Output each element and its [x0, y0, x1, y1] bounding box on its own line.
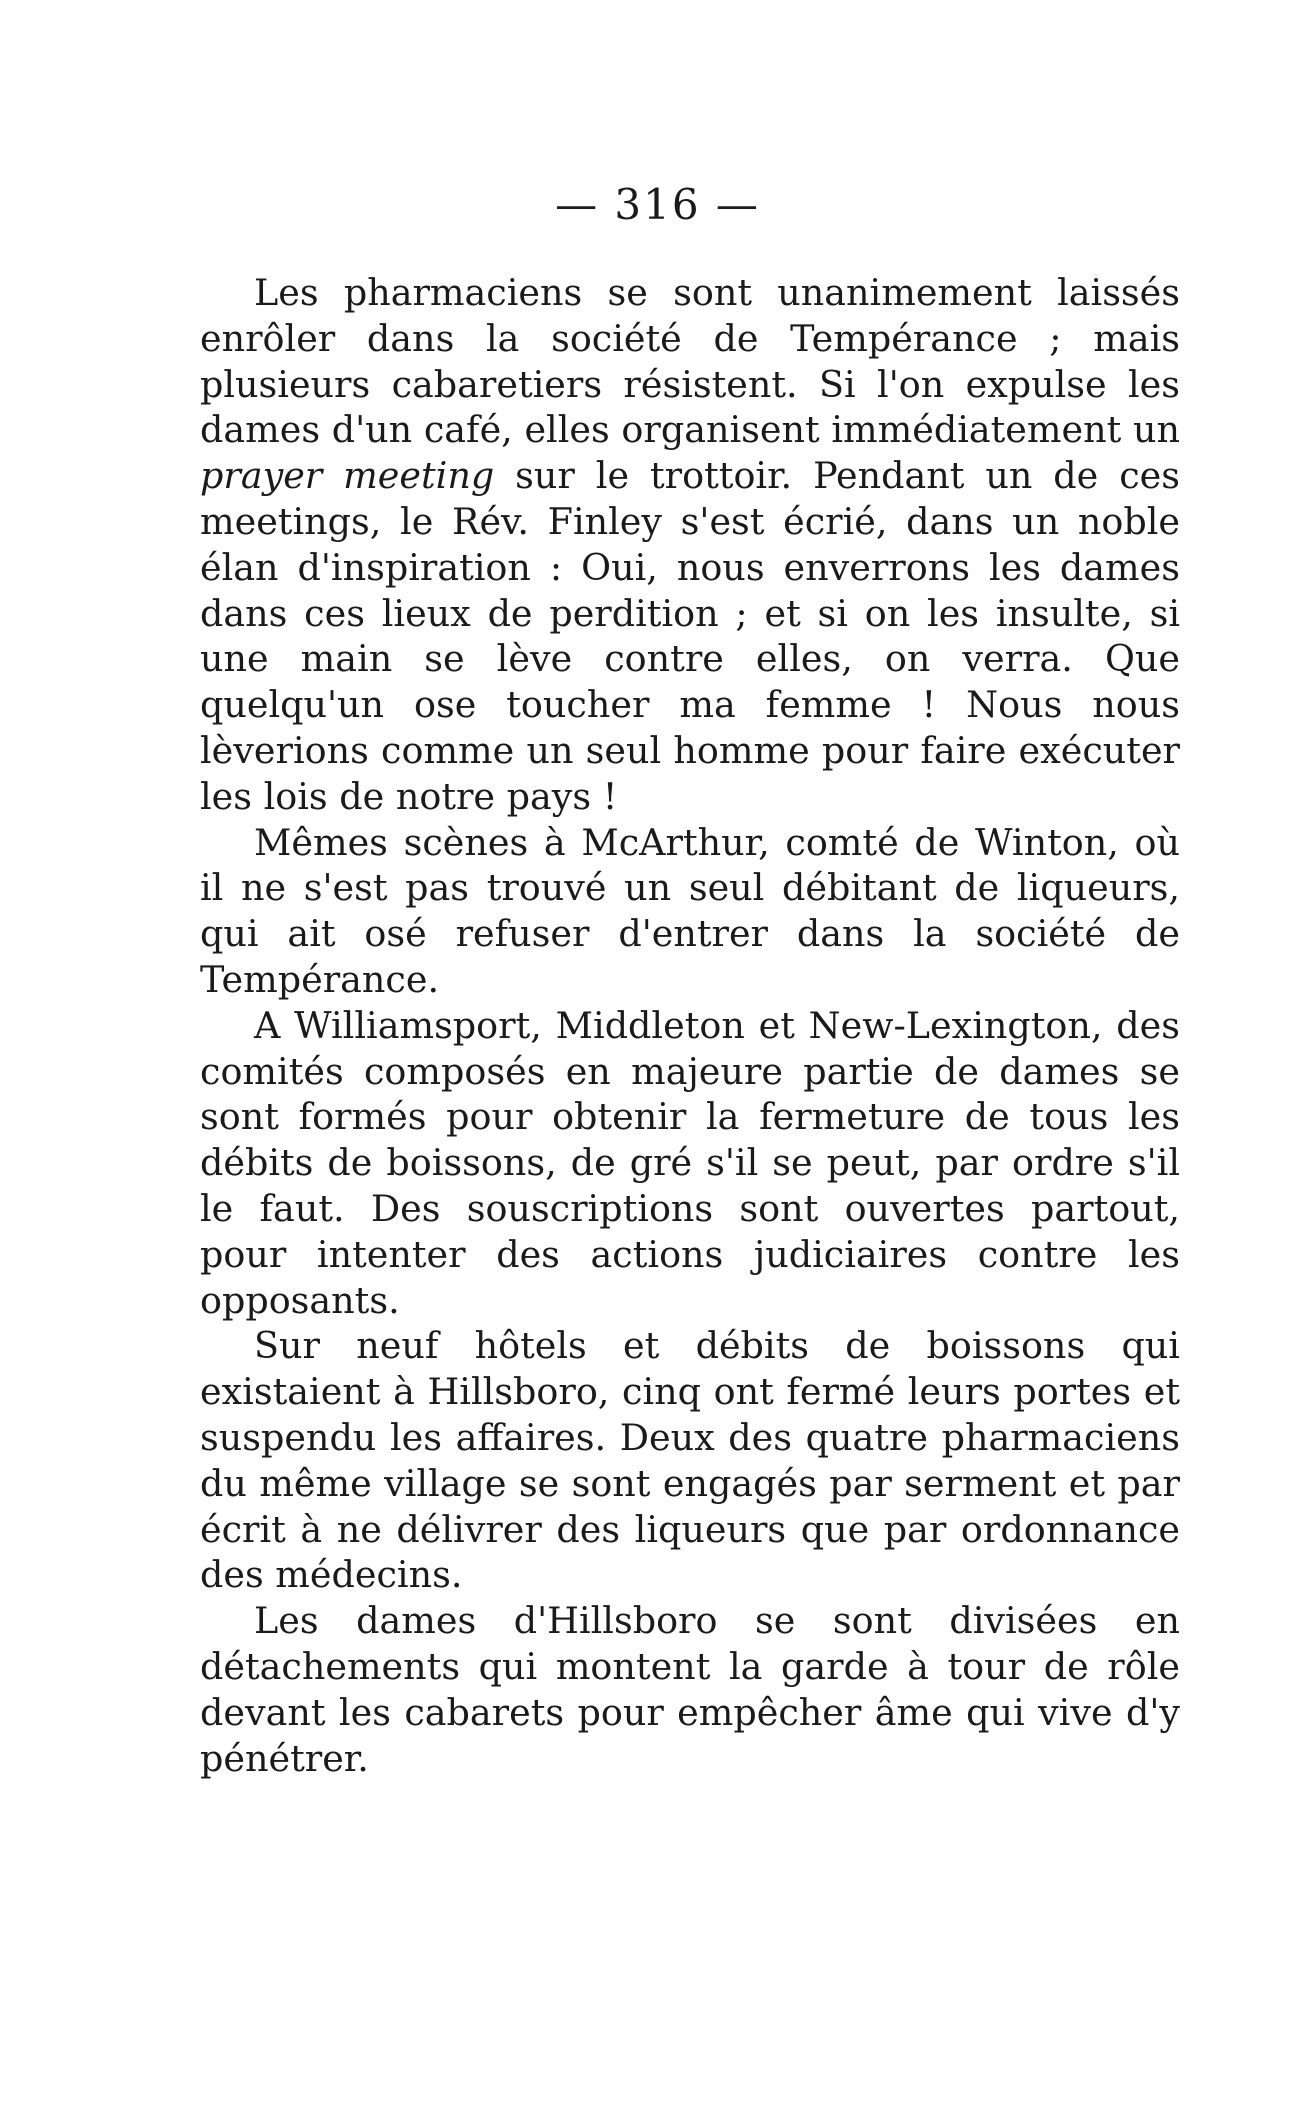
- paragraph-hillsboro-hotels: [200, 1323, 1180, 1598]
- paragraph-text: sur le trottoir. Pendant un de ces meetings, le Rév. Finley s'est écrié, dans un noble élan d'inspiration : Oui, nous enverrons les dames dans ces lieux de perdition ; et si on les insulte, si une main se lève contre elles, on verra. Que quelqu'un ose toucher ma femme ! Nous nous lèverions comme un seul homme pour faire exécuter les lois de notre pays !: [200, 454, 1180, 818]
- paragraph-text: Les pharmaciens se sont unanimement laissés enrôler dans la société de Tempérance ; mais plusieurs cabaretiers résistent. Si l'on expulse les dames d'un café, elles organisent immédiatement un: [200, 271, 1180, 452]
- body-text: [200, 270, 1180, 1781]
- paragraph-text: Les dames d'Hillsboro se sont divisées en détachements qui montent la garde à tour de rôle devant les cabarets pour empêcher âme qui vive d'y pénétrer.: [200, 1599, 1180, 1780]
- paragraph-pharmacists: [200, 270, 1180, 820]
- paragraph-italic-phrase: prayer meeting: [200, 454, 495, 498]
- paragraph-williamsport: [200, 1003, 1180, 1324]
- paragraph-text: A Williamsport, Middleton et New-Lexington, des comités composés en majeure partie de dames se sont formés pour obtenir la fermeture de tous les débits de boissons, de gré s'il se peut, par ordre s'il le faut. Des souscriptions sont ouvertes partout, pour intenter des actions judiciaires contre les opposants.: [200, 1003, 1180, 1322]
- paragraph-text: Mêmes scènes à McArthur, comté de Winton, où il ne s'est pas trouvé un seul débitant de liqueurs, qui ait osé refuser d'entrer dans la société de Tempérance.: [200, 820, 1180, 1001]
- paragraph-text: Sur neuf hôtels et débits de boissons qui existaient à Hillsboro, cinq ont fermé leurs portes et suspendu les affaires. Deux des quatre pharmaciens du même village se sont engagés par serment et par écrit à ne délivrer des liqueurs que par ordonnance des médecins.: [200, 1324, 1180, 1597]
- paragraph-hillsboro-ladies: [200, 1598, 1180, 1781]
- page-number: — 316 —: [555, 180, 760, 229]
- paragraph-mcarthur: [200, 820, 1180, 1003]
